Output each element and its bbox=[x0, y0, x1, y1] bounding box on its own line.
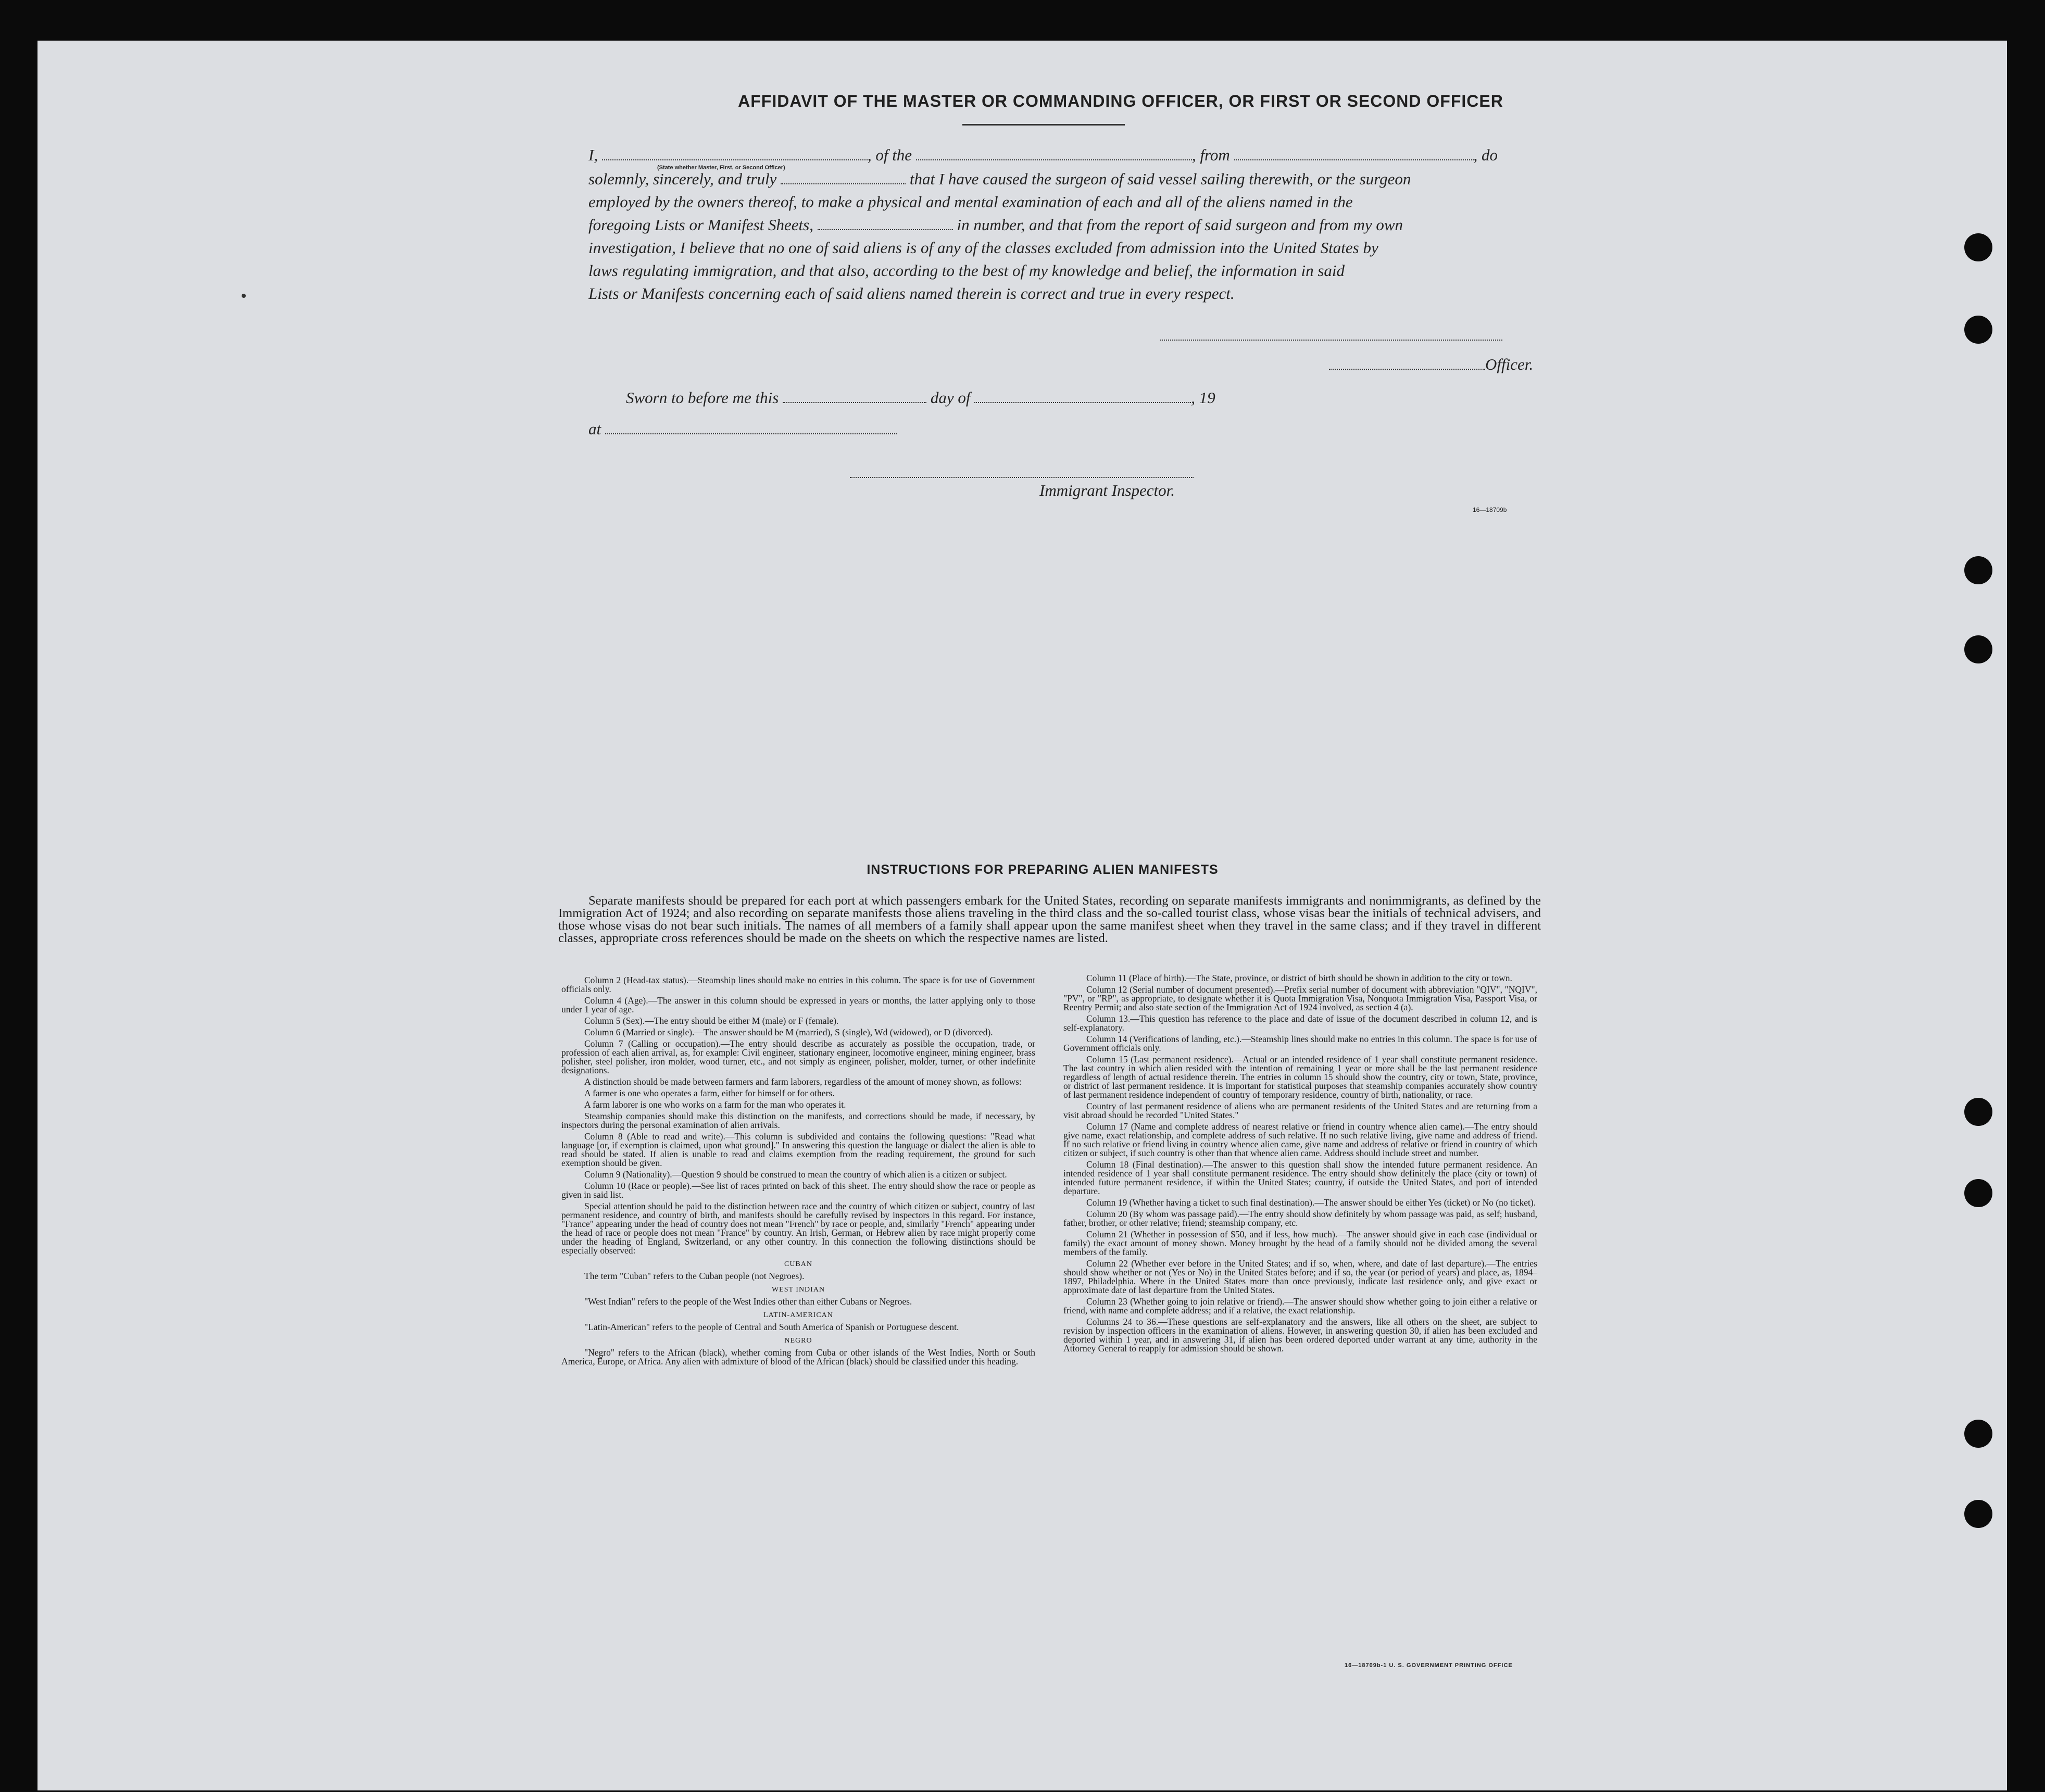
latin-american-definition: "Latin-American" refers to the people of Central and South America of Spanish or Portuguese descent. bbox=[584, 1322, 959, 1332]
column-10: Column 10 (Race or people).—See list of races printed on back of this sheet. The entry should show the race or people as given in said list. bbox=[561, 1181, 1035, 1200]
inspector-signature-line[interactable] bbox=[850, 477, 1194, 478]
column-22: Column 22 (Whether ever before in the United States; and if so, when, where, and date of last departure).—The entries should show whether or not (Yes or No) in the United States before; and if so, the year (or period of years) and place, as, 1894–1897, Philadelphia. Where in the United States more than once previously, indicate last residence only, and give exact or approximate date of last departure from the United States. bbox=[1063, 1258, 1537, 1295]
laborer-definition: A farm laborer is one who works on a farm for the man who operates it. bbox=[584, 1099, 846, 1110]
punch-hole bbox=[1964, 1500, 1992, 1528]
column-14: Column 14 (Verifications of landing, etc.).—Steamship lines should make no entries in this column. The space is for use of Government officials only. bbox=[1063, 1034, 1537, 1053]
sheet-count-blank[interactable] bbox=[818, 218, 953, 230]
sworn-day-blank[interactable] bbox=[783, 391, 926, 403]
title-rule bbox=[962, 124, 1125, 126]
document-sheet bbox=[37, 41, 2007, 1790]
instructions-title: INSTRUCTIONS FOR PREPARING ALIEN MANIFESTS bbox=[867, 862, 1219, 877]
column-8: Column 8 (Able to read and write).—This column is subdivided and contains the following questions: "Read what language [or, if exemption is claimed, upon what ground]." In answering this question the language or dialect the alien is able to read should be stated. If alien is unable to read and claims exemption from the reading requirement, the ground for such exemption should be given. bbox=[561, 1131, 1035, 1168]
punch-hole bbox=[1964, 556, 1992, 584]
punch-hole bbox=[1964, 233, 1992, 261]
cuban-definition: The term "Cuban" refers to the Cuban people (not Negroes). bbox=[584, 1271, 805, 1281]
column-2: Column 2 (Head-tax status).—Steamship lines should make no entries in this column. The space is for use of Government officials only. bbox=[561, 975, 1035, 994]
affirmation-blank[interactable] bbox=[781, 172, 906, 184]
affidavit-line-5: investigation, I believe that no one of said aliens is of any of the classes excluded from admission into the United States by bbox=[588, 239, 1378, 257]
officer-rank-blank[interactable] bbox=[602, 148, 868, 160]
punch-hole bbox=[1964, 316, 1992, 344]
affidavit-line-7: Lists or Manifests concerning each of said aliens named therein is correct and true in every respect. bbox=[588, 284, 1235, 303]
column-17: Column 17 (Name and complete address of nearest relative or friend in country whence alien came).—The entry should give name, exact relationship, and complete address of such relative. If no such relative living, give name and address of friend. If no such relative or friend living in country whence alien came, give name and address of relative or friend in country of which citizen or subject, if such country is other than that whence alien came. Address should include street and number. bbox=[1063, 1121, 1537, 1158]
punch-hole bbox=[1964, 1179, 1992, 1207]
officer-signature-blank[interactable] bbox=[1329, 357, 1485, 370]
column-20: Column 20 (By whom was passage paid).—The entry should show definitely by whom passage was paid, as self; husband, father, brother, or other relative; friend; steamship company, etc. bbox=[1063, 1209, 1537, 1228]
column-19: Column 19 (Whether having a ticket to such final destination).—The answer should be either Yes (ticket) or No (no ticket). bbox=[1086, 1197, 1536, 1208]
at-line: at bbox=[588, 420, 897, 438]
signature-line-top[interactable] bbox=[1160, 340, 1502, 341]
instructions-intro: Separate manifests should be prepared for each port at which passengers embark for the United States, recording on separate manifests immigrants and nonimmigrants, as defined by the Immigration Act of 1924; and also recording on separate manifests those aliens traveling in the third class and the so-called tourist class, whose visas bear the initials of technical advisers, and those whose visas do not bear such initials. The names of all members of a family shall appear upon the same manifest sheet when they travel in the same class; and if they travel in different classes, appropriate cross references should be made on the sheets on which the respective names are listed. bbox=[558, 894, 1541, 945]
column-4: Column 4 (Age).—The answer in this column should be expressed in years or months, the latter applying only to those under 1 year of age. bbox=[561, 995, 1035, 1014]
affidavit-line-2: solemnly, sincerely, and truly that I have caused the surgeon of said vessel sailing therewith, or the surgeon bbox=[588, 170, 1411, 188]
punch-hole bbox=[1964, 1098, 1992, 1126]
column-7: Column 7 (Calling or occupation).—The entry should describe as accurately as possible the occupation, trade, or profession of each alien arrival, as, for example: Civil engineer, stationary engineer, locomotive engineer, mining engineer, brass polisher, steel polisher, iron molder, wood turner, etc., and not simply as engineer, polisher, molder, turner, or other indefinite designations. bbox=[561, 1038, 1035, 1075]
punch-hole bbox=[1964, 1420, 1992, 1448]
farmer-distinction: A distinction should be made between farmers and farm laborers, regardless of the amount of money shown, as follows: bbox=[584, 1076, 1022, 1087]
vessel-name-blank[interactable] bbox=[916, 148, 1192, 160]
steamship-note: Steamship companies should make this distinction on the manifests, and corrections should be made, if necessary, by inspectors during the personal examination of alien arrivals. bbox=[561, 1111, 1035, 1130]
heading-latin-american: LATIN-AMERICAN bbox=[763, 1311, 833, 1319]
heading-cuban: CUBAN bbox=[784, 1260, 812, 1268]
column-23: Column 23 (Whether going to join relative or friend).—The answer should show whether going to join either a relative or friend, with name and complete address; and if a relative, the exact relationship. bbox=[1063, 1296, 1537, 1315]
column-12: Column 12 (Serial number of document presented).—Prefix serial number of document with abbreviation "QIV", "NQIV", "PV", or "RP", as appropriate, to designate whether it is Quota Immigration Visa, Nonquota Immigration Visa, Passport Visa, or Reentry Permit; and also state section of the Immigration Act of 1924 involved, as section 4 (a). bbox=[1063, 984, 1537, 1012]
affidavit-line-1: I, , of the , from , do bbox=[588, 146, 1498, 164]
punch-hole bbox=[1964, 635, 1992, 663]
column-15-note: Country of last permanent residence of aliens who are permanent residents of the United States and are returning from a visit abroad should be recorded "United States." bbox=[1063, 1101, 1537, 1120]
sworn-line: Sworn to before me this day of , 19 bbox=[626, 389, 1215, 407]
column-18: Column 18 (Final destination).—The answer to this question shall show the intended future permanent residence. An intended residence of 1 year shall constitute permanent residence. The entry should show definitely the place (city or town) of intended future permanent residence, if within the United States; country, if outside the United States, and port of intended departure. bbox=[1063, 1159, 1537, 1196]
heading-west-indian: WEST INDIAN bbox=[771, 1286, 825, 1294]
place-blank[interactable] bbox=[605, 422, 897, 434]
farmer-definition: A farmer is one who operates a farm, either for himself or for others. bbox=[584, 1088, 835, 1098]
columns-24-36: Columns 24 to 36.—These questions are self-explanatory and the answers, like all others on the sheet, are subject to revision by inspection officers in the examination of aliens. However, in answering question 30, if alien has been excluded and deported within 1 year, and in answering 31, if alien has been ordered deported under warrant at any time, authority in the Attorney General to reapply for admission should be shown. bbox=[1063, 1317, 1537, 1354]
column-5: Column 5 (Sex).—The entry should be either M (male) or F (female). bbox=[584, 1016, 839, 1026]
west-indian-definition: "West Indian" refers to the people of the West Indies other than either Cubans or Negroes. bbox=[584, 1296, 912, 1307]
printing-office-footer: 16—18709b-1 U. S. GOVERNMENT PRINTING OFFICE bbox=[1345, 1662, 1513, 1669]
sworn-month-blank[interactable] bbox=[974, 391, 1191, 403]
officer-signature-row: Officer. bbox=[1329, 355, 1533, 374]
instructions-right-column bbox=[1063, 974, 1537, 1356]
column-9: Column 9 (Nationality).—Question 9 should be construed to mean the country of which alien is a citizen or subject. bbox=[584, 1169, 1007, 1180]
column-13: Column 13.—This question has reference to the place and date of issue of the document described in column 12, and is self-explanatory. bbox=[1063, 1013, 1537, 1033]
special-attention: Special attention should be paid to the distinction between race and the country of which citizen or subject, country of last permanent residence, and country of birth, and manifests should be carefully revised by inspectors in this regard. For instance, "France" appearing under the head of country does not mean "French" by race or people, and, similarly "French" appearing under the head of race or people does not mean "France" by country. An Irish, German, or Hebrew alien by race might properly come under the heading of England, Switzerland, or any other country. In this connection the following distinctions should be especially observed: bbox=[561, 1201, 1035, 1256]
column-11: Column 11 (Place of birth).—The State, province, or district of birth should be shown in addition to the city or town. bbox=[1086, 973, 1512, 983]
inspector-label: Immigrant Inspector. bbox=[1039, 481, 1175, 499]
column-15: Column 15 (Last permanent residence).—Actual or an intended residence of 1 year shall constitute permanent residence. The last country in which alien resided with the intention of remaining 1 year or more shall be the last permanent residence regardless of length of actual residence therein. The entries in column 15 should show the country, city or town, State, province, or district of last permanent residence. It is important for statistical purposes that steamship companies accurately show country of last permanent residence independent of country of temporary residence, country of birth, nationality, or race. bbox=[1063, 1054, 1537, 1100]
affidavit-line-6: laws regulating immigration, and that also, according to the best of my knowledge and belief, the information in said bbox=[588, 261, 1345, 280]
column-6: Column 6 (Married or single).—The answer should be M (married), S (single), Wd (widowed), or D (divorced). bbox=[584, 1027, 993, 1037]
affidavit-line-3: employed by the owners thereof, to make a physical and mental examination of each and all of the aliens named in the bbox=[588, 193, 1353, 211]
form-number: 16—18709b bbox=[1473, 506, 1507, 513]
affidavit-title: AFFIDAVIT OF THE MASTER OR COMMANDING OFFICER, OR FIRST OR SECOND OFFICER bbox=[738, 92, 1503, 110]
speck bbox=[242, 294, 246, 298]
heading-negro: NEGRO bbox=[784, 1337, 812, 1345]
negro-definition: "Negro" refers to the African (black), whether coming from Cuba or other islands of the West Indies, North or South America, Europe, or Africa. Any alien with admixture of blood of the African (black) should be classified under this heading. bbox=[561, 1347, 1035, 1367]
instructions-left-column bbox=[561, 976, 1035, 1369]
affidavit-line-4: foregoing Lists or Manifest Sheets, in number, and that from the report of said surgeon and from my own bbox=[588, 216, 1403, 234]
port-from-blank[interactable] bbox=[1234, 148, 1474, 160]
state-note: (State whether Master, First, or Second Officer) bbox=[657, 165, 785, 171]
column-21: Column 21 (Whether in possession of $50, and if less, how much).—The answer should give in each case (individual or family) the exact amount of money shown. Money brought by the head of a family should not be divided among the several members of the family. bbox=[1063, 1229, 1537, 1257]
